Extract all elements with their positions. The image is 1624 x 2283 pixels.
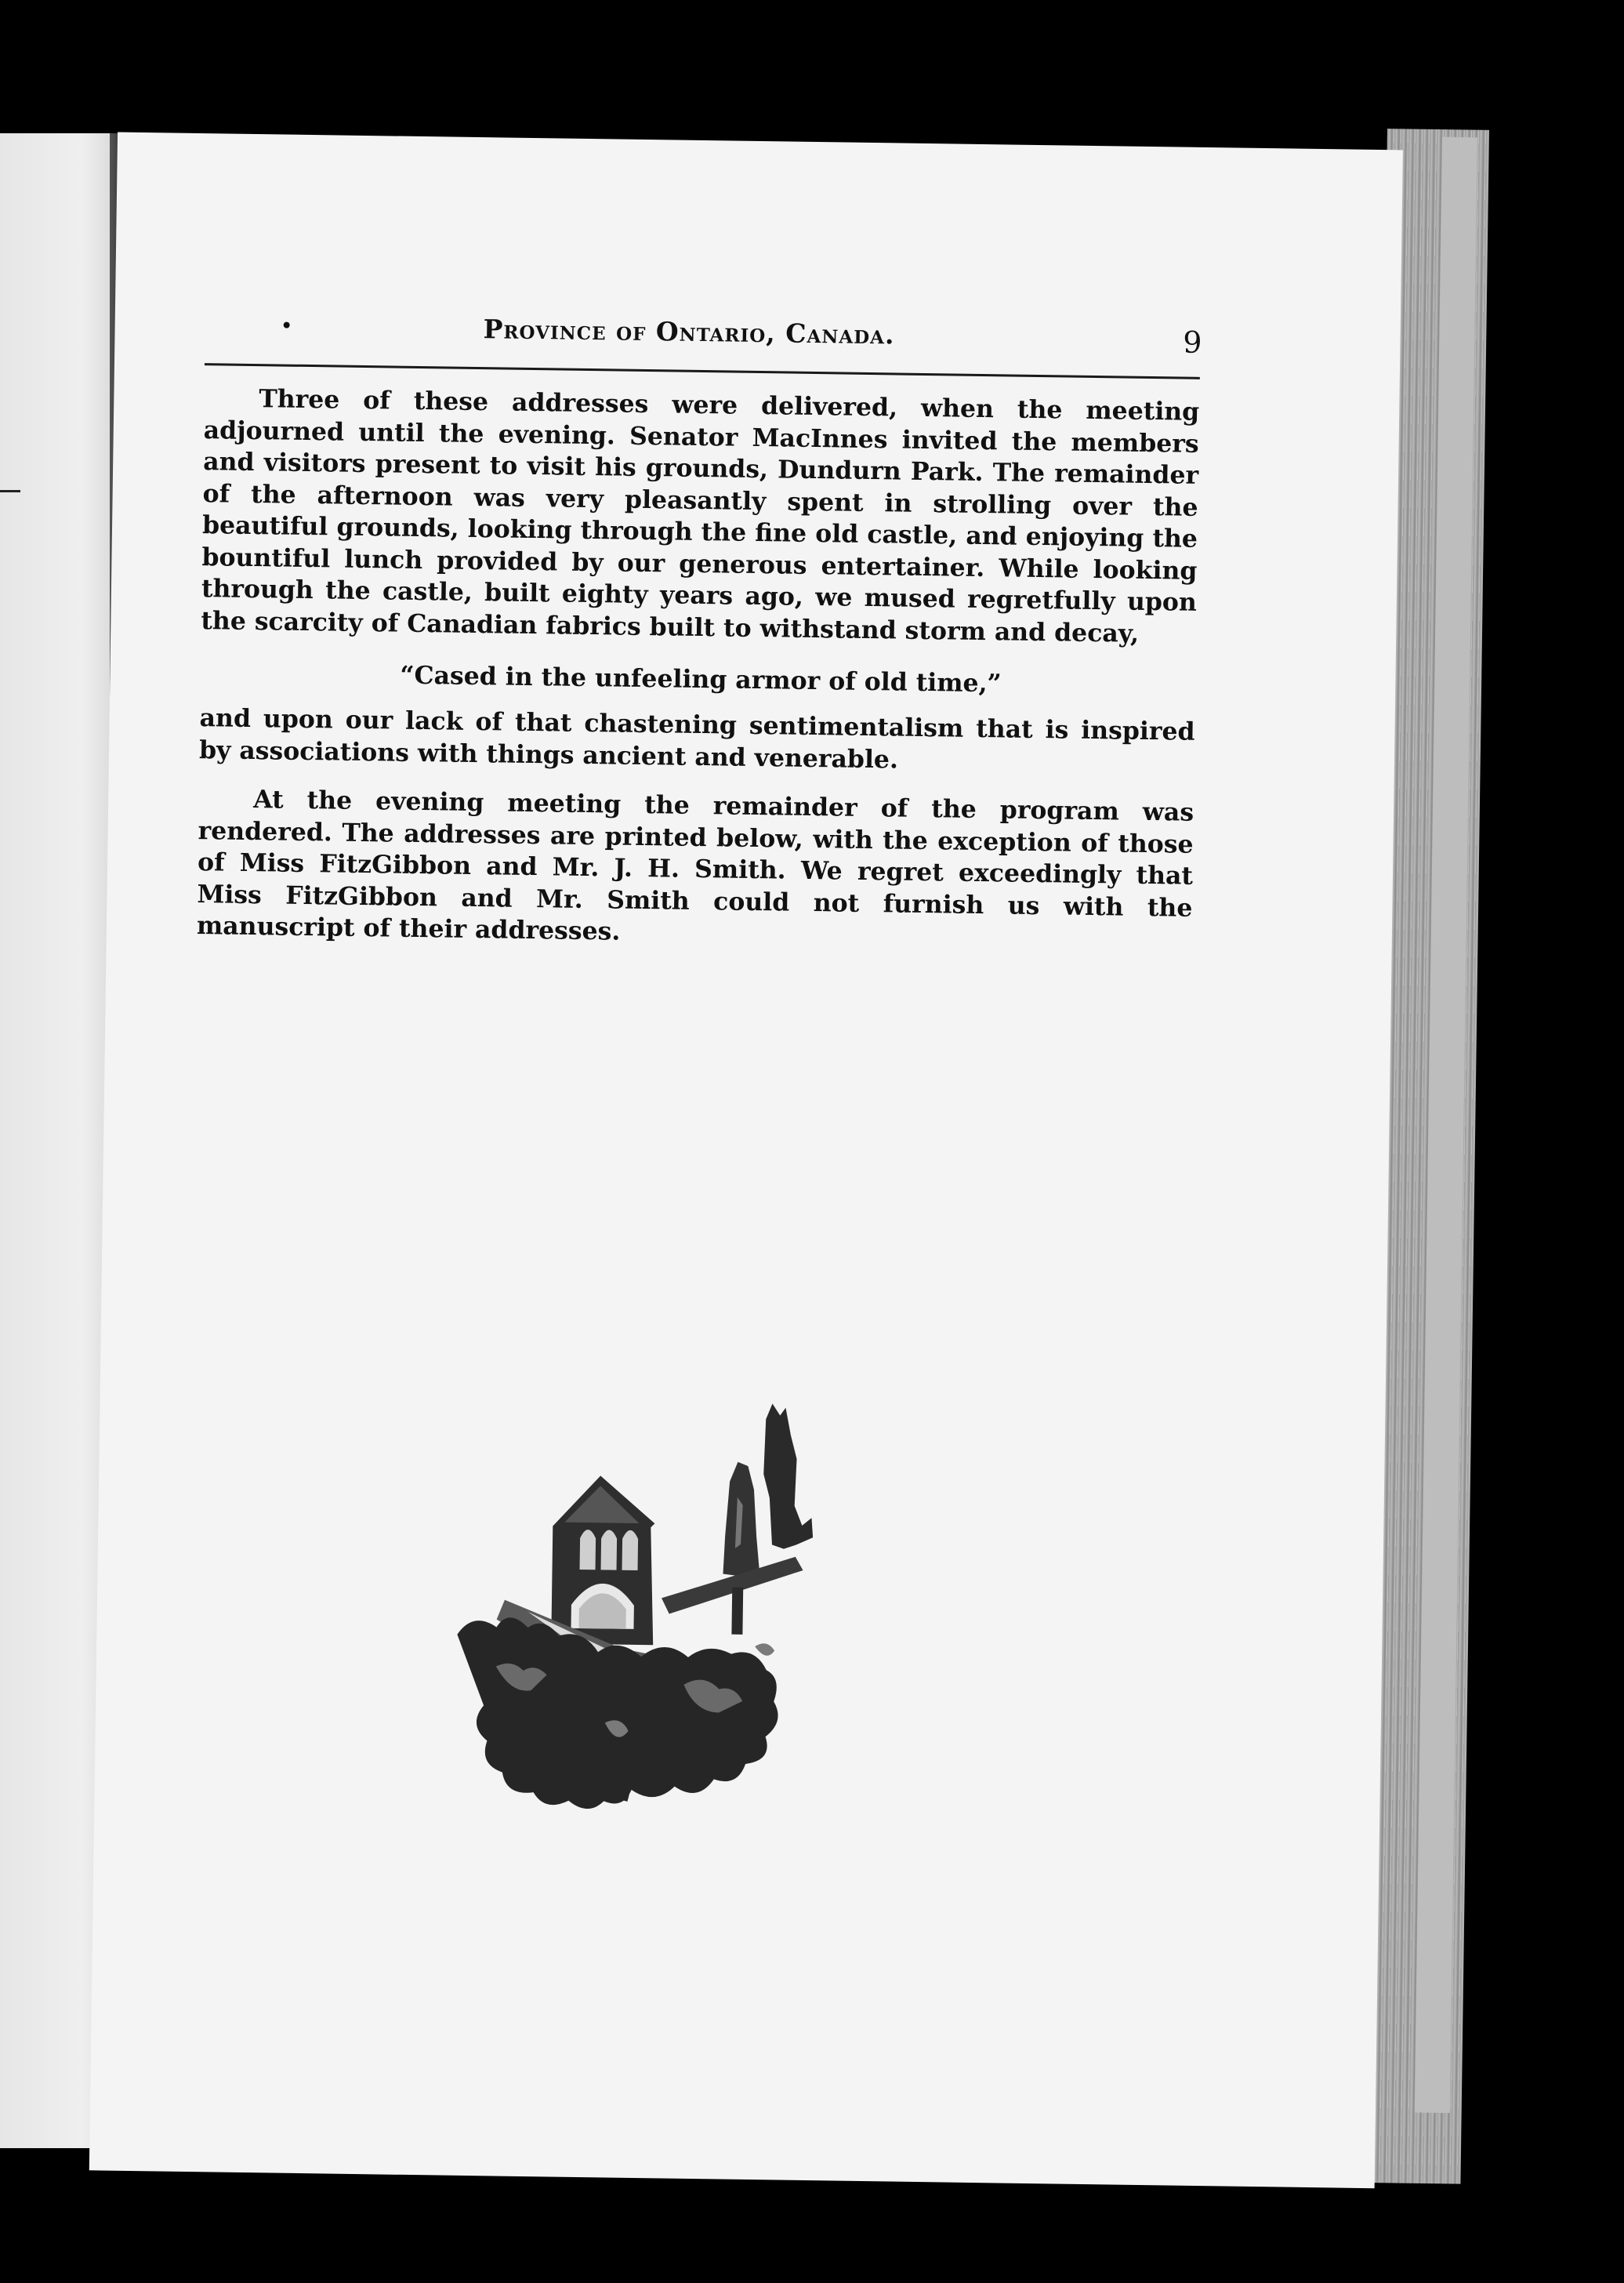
book-page <box>89 132 1403 2189</box>
facing-page-mark <box>0 490 20 492</box>
printer-dot <box>284 322 290 328</box>
page-number: 9 <box>1182 325 1202 360</box>
paragraph-afternoon-visit: Three of these addresses were delivered, when the meeting adjourned until the evening. Senator MacInnes invited the members and visitors present to visit his grounds, Dundurn Park. The remainder of the afternoon was very pleasantly spent in strolling over the beautiful grounds, looking through the fine old castle, and enjoying the bountiful lunch provided by our generous entertainer. While looking through the castle, built eighty years ago, we mused regretfully upon the scarcity of Canadian fabrics built to withstand storm and decay, <box>201 384 1200 648</box>
running-head <box>205 310 1201 371</box>
quotation-line: “Cased in the unfeeling armor of old time,” <box>400 660 1002 699</box>
ruined-castle-vignette-icon <box>423 1383 868 1828</box>
page-text-block <box>197 310 1201 956</box>
paragraph-sentimentalism: and upon our lack of that chastening sentimentalism that is inspired by associations with things ancient and venerable. <box>198 703 1195 775</box>
paragraph-evening-meeting: At the evening meeting the remainder of the program was rendered. The addresses are printed below, with the exception of those of Miss FitzGibbon and Mr. J. H. Smith. We regret exceedingly that Miss FitzGibbon and Mr. Smith could not furnish us with the manuscript of their addresses. <box>196 785 1194 946</box>
running-head-title: Province of Ontario, Canada. <box>483 314 895 350</box>
